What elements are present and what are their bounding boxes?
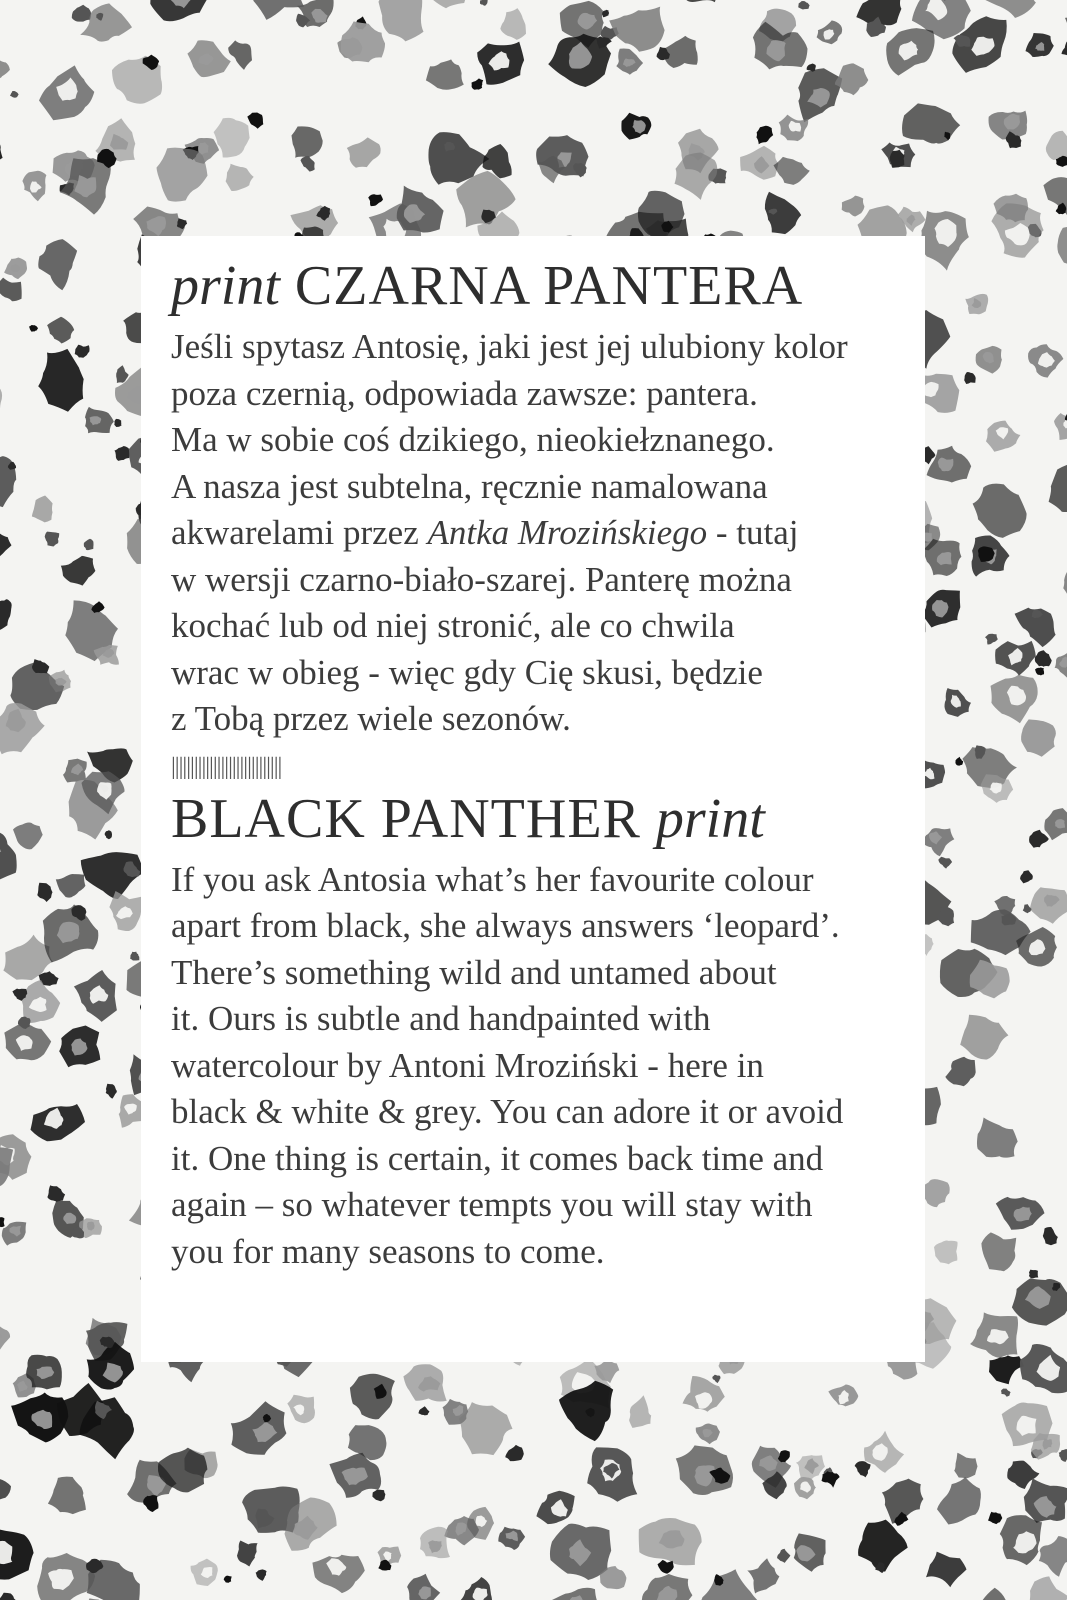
leopard-dot — [301, 156, 315, 172]
leopard-spot — [292, 126, 323, 157]
english-paragraph — [171, 857, 925, 1276]
leopard-spot — [56, 874, 86, 898]
leopard-spot — [1030, 887, 1067, 923]
leopard-spot — [150, 0, 210, 21]
leopard-spot — [191, 1559, 218, 1586]
polish-line: kochać lub od niej stronić, ale co chwila — [171, 606, 735, 645]
leopard-spot — [85, 407, 114, 433]
polish-line-text: akwarelami przez — [171, 513, 428, 552]
english-line: If you ask Antosia what’s her favourite colour — [171, 859, 814, 899]
leopard-spot — [500, 8, 526, 40]
hatch-divider: ||||||||||||||||||||||||||||| — [171, 753, 282, 780]
leopard-dot — [75, 345, 90, 358]
leopard-spot — [1029, 1576, 1067, 1600]
leopard-dot — [10, 91, 19, 98]
leopard-dot — [224, 1576, 232, 1583]
leopard-dot — [247, 113, 263, 129]
leopard-dot — [756, 126, 773, 145]
leopard-spot — [1043, 177, 1067, 221]
leopard-spot — [740, 146, 778, 180]
leopard-spot — [417, 0, 474, 8]
leopard-dot — [1035, 650, 1052, 666]
leopard-spot — [4, 1024, 51, 1060]
leopard-spot — [0, 140, 3, 164]
leopard-spot — [397, 186, 444, 233]
leopard-spot — [973, 484, 1027, 538]
polish-paragraph — [171, 324, 925, 743]
leopard-spot — [0, 703, 45, 754]
leopard-spot — [350, 1374, 395, 1420]
leopard-dot — [45, 532, 60, 547]
leopard-spot — [621, 113, 651, 140]
leopard-spot — [477, 42, 524, 85]
leopard-spot — [1021, 719, 1056, 756]
leopard-spot — [976, 346, 1002, 374]
leopard-spot — [550, 1588, 601, 1600]
artist-name-italic: Antka Mrozińskiego — [427, 513, 708, 552]
leopard-spot — [981, 774, 1014, 803]
polish-line: A nasza jest subtelna, ręcznie namalowana — [171, 466, 768, 506]
leopard-dot — [938, 857, 952, 869]
english-line: it. Ours is subtle and handpainted with — [171, 999, 711, 1038]
leopard-spot — [228, 40, 252, 70]
leopard-spot — [1054, 413, 1067, 440]
leopard-spot — [4, 258, 27, 280]
leopard-spot — [1020, 1344, 1067, 1393]
leopard-dot — [0, 1593, 18, 1600]
leopard-dot — [1043, 1227, 1058, 1245]
leopard-spot — [979, 0, 1036, 18]
leopard-dot — [32, 659, 49, 673]
leopard-spot — [629, 1395, 651, 1428]
leopard-spot — [1044, 808, 1067, 840]
polish-line: poza czernią, odpowiada zawsze: pantera. — [171, 373, 758, 413]
leopard-spot — [989, 1355, 1024, 1384]
leopard-spot — [426, 59, 464, 89]
leopard-spot — [0, 379, 2, 418]
leopard-spot — [1057, 227, 1067, 266]
leopard-spot — [237, 1541, 258, 1567]
leopard-spot — [842, 196, 865, 217]
leopard-dot — [964, 372, 976, 384]
leopard-spot — [37, 1553, 95, 1600]
leopard-dot — [573, 163, 587, 177]
leopard-dot — [91, 601, 104, 613]
leopard-spot — [287, 1395, 315, 1424]
leopard-dot — [778, 1450, 790, 1462]
leopard-spot — [922, 590, 960, 628]
leopard-spot — [38, 349, 83, 412]
leopard-dot — [105, 830, 112, 839]
leopard-dot — [114, 419, 121, 427]
leopard-spot — [609, 7, 664, 52]
leopard-dot — [0, 1217, 5, 1227]
leopard-spot — [61, 556, 96, 586]
leopard-spot — [1012, 1278, 1067, 1325]
leopard-spot — [963, 1588, 1013, 1600]
leopard-spot — [747, 1558, 779, 1593]
leopard-spot — [38, 239, 77, 290]
english-line: watercolour by Antoni Mroziński - here in — [171, 1045, 764, 1085]
leopard-dot — [116, 365, 129, 383]
leopard-spot — [48, 1477, 86, 1515]
leopard-spot — [965, 294, 988, 314]
polish-heading-italic: print — [171, 255, 280, 317]
leopard-spot — [828, 1384, 858, 1406]
english-line: apart from black, she always answers ‘leopard’. — [171, 906, 840, 945]
leopard-dot — [84, 539, 94, 550]
leopard-dot — [777, 1549, 790, 1563]
english-heading-caps: BLACK PANTHER — [171, 787, 641, 850]
leopard-spot — [214, 118, 250, 158]
leopard-spot — [670, 0, 716, 2]
english-line: black & white & grey. You can adore it or avoid — [171, 1092, 844, 1131]
leopard-spot — [348, 1425, 387, 1460]
leopard-spot — [39, 65, 94, 120]
leopard-dot — [256, 1569, 267, 1581]
leopard-dot — [29, 325, 38, 332]
leopard-dot — [106, 1084, 117, 1099]
leopard-dot — [1062, 42, 1067, 60]
leopard-spot — [312, 1555, 364, 1593]
leopard-dot — [72, 5, 91, 22]
leopard-spot — [22, 171, 46, 202]
leopard-spot — [696, 1424, 720, 1445]
leopard-spot — [47, 317, 74, 344]
leopard-spot — [498, 1527, 525, 1550]
leopard-spot — [665, 36, 698, 68]
english-heading — [171, 787, 925, 851]
polish-line — [171, 510, 925, 557]
leopard-spot — [798, 68, 842, 122]
leopard-spot — [675, 153, 718, 200]
leopard-spot — [945, 688, 972, 717]
leopard-spot — [13, 823, 43, 850]
leopard-spot — [59, 1026, 100, 1068]
leopard-dot — [1001, 1389, 1011, 1397]
leopard-spot — [817, 20, 843, 44]
leopard-spot — [1026, 33, 1054, 57]
leopard-spot — [835, 63, 868, 95]
leopard-spot — [1049, 462, 1067, 512]
leopard-spot — [639, 1518, 702, 1565]
leopard-spot — [774, 157, 810, 185]
leopard-spot — [937, 1477, 981, 1525]
leopard-spot — [1024, 1478, 1067, 1523]
leopard-spot — [0, 1469, 11, 1504]
leopard-spot — [0, 1527, 34, 1580]
leopard-dot — [1020, 870, 1033, 883]
leopard-spot — [63, 759, 87, 783]
leopard-dot — [372, 1490, 385, 1502]
leopard-spot — [536, 1491, 574, 1524]
leopard-spot — [407, 1574, 440, 1600]
leopard-spot — [0, 1323, 10, 1350]
leopard-spot — [927, 446, 972, 483]
leopard-dot — [955, 757, 963, 766]
leopard-spot — [253, 0, 304, 20]
leopard-spot — [902, 103, 960, 143]
leopard-spot — [991, 203, 1043, 257]
leopard-spot — [954, 1453, 977, 1479]
leopard-dot — [1029, 1270, 1038, 1279]
leopard-dot — [1059, 1449, 1067, 1462]
leopard-dot — [1035, 667, 1044, 675]
english-line: There’s something wild and untamed about — [171, 952, 777, 992]
leopard-spot — [960, 1015, 1008, 1060]
leopard-spot — [341, 21, 385, 62]
polish-line: z Tobą przez wiele sezonów. — [171, 699, 571, 738]
leopard-dot — [798, 1, 809, 9]
leopard-dot — [505, 1445, 524, 1461]
leopard-spot — [934, 1241, 958, 1265]
leopard-spot — [187, 40, 230, 77]
leopard-dot — [855, 1461, 871, 1477]
leopard-spot — [986, 421, 1020, 452]
leopard-spot — [420, 1527, 450, 1558]
leopard-spot — [1000, 1515, 1042, 1565]
leopard-dot — [988, 1512, 1002, 1524]
leopard-dot — [985, 634, 998, 645]
leopard-spot — [0, 58, 10, 79]
leopard-dot — [480, 0, 488, 6]
english-line: again – so whatever tempts you will stay with — [171, 1185, 813, 1224]
leopard-spot — [550, 1524, 611, 1580]
polish-line: wrac w obieg - więc gdy Cię skusi, będzie — [171, 652, 763, 692]
leopard-spot — [43, 905, 99, 963]
polish-heading — [171, 254, 925, 318]
leopard-spot — [1028, 344, 1063, 377]
leopard-spot — [1055, 652, 1067, 680]
leopard-dot — [143, 1495, 158, 1512]
polish-line: w wersji czarno-biało-szarej. Panterę można — [171, 559, 792, 599]
leopard-spot — [970, 1312, 1018, 1358]
leopard-dot — [602, 10, 609, 18]
leopard-spot — [1063, 570, 1067, 596]
english-line: it. One thing is certain, it comes back time and — [171, 1138, 824, 1178]
leopard-dot — [658, 1560, 674, 1574]
leopard-spot — [996, 1197, 1045, 1230]
leopard-dot — [115, 446, 130, 461]
leopard-spot — [616, 49, 643, 75]
leopard-spot — [379, 0, 424, 41]
leopard-spot — [923, 828, 955, 856]
leopard-dot — [130, 952, 139, 961]
polish-heading-caps: CZARNA PANTERA — [294, 255, 804, 317]
leopard-spot — [796, 1455, 825, 1481]
leopard-spot — [32, 496, 53, 523]
leopard-dot — [712, 1375, 720, 1383]
leopard-spot — [0, 278, 22, 302]
leopard-spot — [676, 1445, 733, 1495]
leopard-spot — [642, 1574, 693, 1600]
leopard-spot — [1039, 1536, 1067, 1577]
english-heading-italic: print — [655, 787, 765, 850]
leopard-spot — [347, 137, 381, 167]
leopard-spot — [794, 1477, 816, 1499]
leopard-spot — [74, 970, 117, 1022]
text-panel — [141, 236, 925, 1362]
leopard-dot — [418, 1406, 429, 1415]
leopard-spot — [0, 832, 17, 882]
leopard-spot — [945, 1057, 975, 1087]
leopard-dot — [47, 1185, 65, 1202]
leopard-spot — [991, 675, 1038, 723]
leopard-dot — [807, 64, 816, 72]
leopard-spot — [794, 1533, 826, 1571]
leopard-spot — [20, 980, 61, 1023]
leopard-spot — [0, 533, 12, 556]
leopard-spot — [403, 1364, 446, 1401]
polish-line: Ma w sobie coś dzikiego, nieokiełznanego. — [171, 420, 775, 459]
leopard-dot — [37, 883, 52, 902]
leopard-dot — [1023, 904, 1032, 913]
leopard-spot — [995, 641, 1036, 676]
leopard-spot — [981, 1232, 1016, 1271]
leopard-dot — [472, 78, 484, 89]
leopard-spot — [886, 28, 934, 76]
leopard-spot — [157, 148, 208, 202]
leopard-spot — [109, 891, 144, 931]
leopard-spot — [977, 1118, 1018, 1158]
polish-line: Jeśli spytasz Antosię, jaki jest jej ulubiony kolor — [171, 327, 848, 366]
leopard-spot — [31, 1104, 86, 1141]
leopard-dot — [1029, 830, 1049, 848]
leopard-spot — [1046, 131, 1067, 160]
leopard-spot — [231, 1401, 287, 1455]
leopard-spot — [926, 1552, 967, 1588]
english-line: you for many seasons to come. — [171, 1231, 605, 1271]
leopard-spot — [2, 1222, 27, 1246]
leopard-spot — [226, 164, 254, 191]
polish-line-text: - tutaj — [707, 513, 799, 552]
leopard-spot — [458, 1577, 492, 1600]
leopard-dot — [368, 194, 383, 206]
